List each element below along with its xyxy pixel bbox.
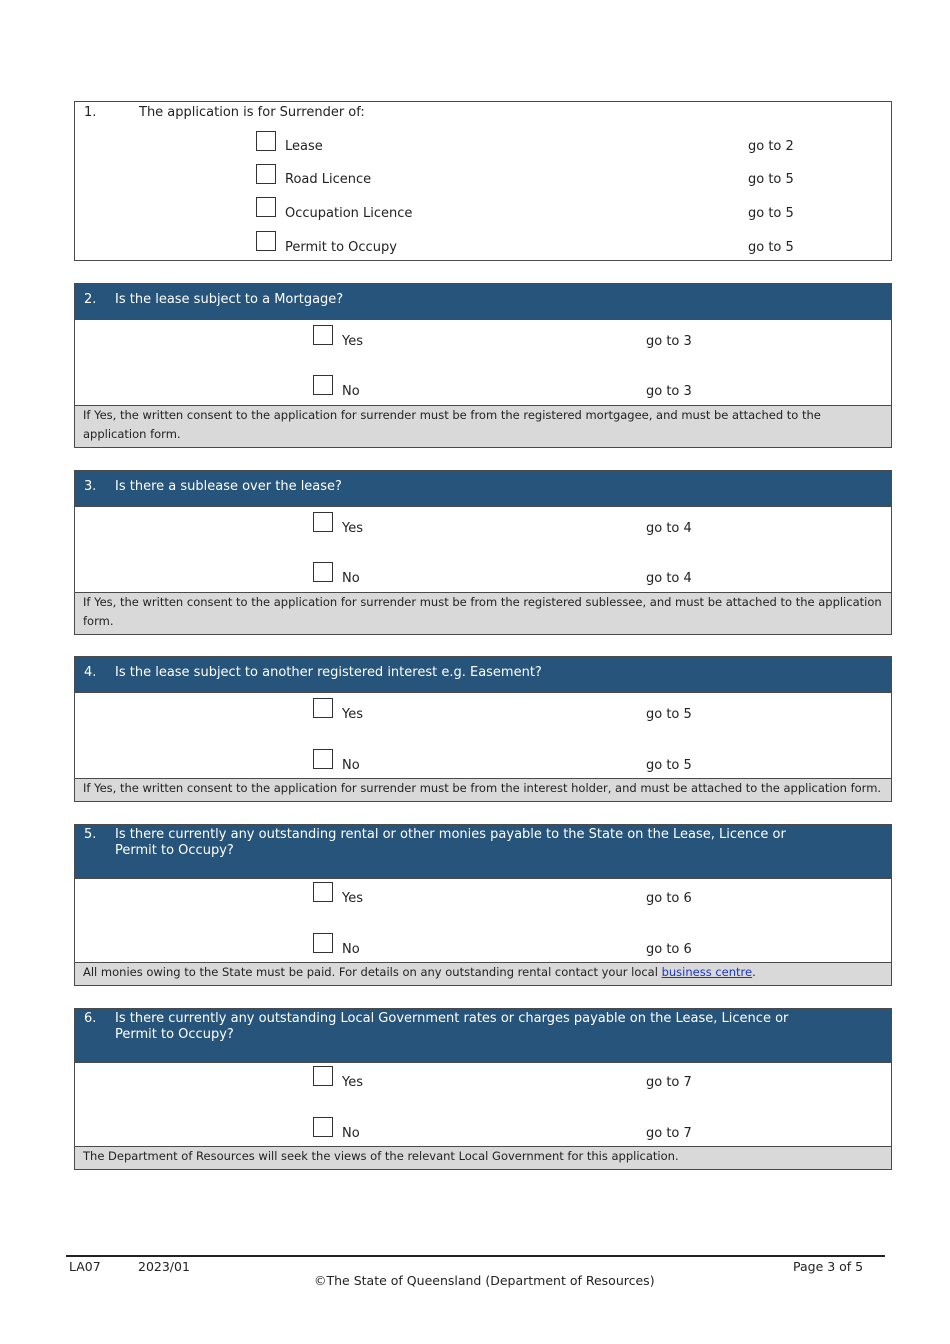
occupation-licence-goto: go to 5 xyxy=(748,206,794,221)
question-number: 4. xyxy=(84,665,97,680)
note: If Yes, the written consent to the application for surrender must be from the interest holder, and must be attached to the application form. xyxy=(75,778,891,801)
no-goto: go to 5 xyxy=(646,758,692,773)
lease-goto: go to 2 xyxy=(748,139,794,154)
question-text: The application is for Surrender of: xyxy=(139,105,365,120)
no-label: No xyxy=(342,571,360,586)
yes-label: Yes xyxy=(342,1075,363,1090)
question-text: Is there a sublease over the lease? xyxy=(115,479,342,494)
road-licence-checkbox[interactable] xyxy=(256,164,276,184)
no-label: No xyxy=(342,758,360,773)
question-text: Is the lease subject to a Mortgage? xyxy=(115,292,344,307)
section-5 xyxy=(74,824,892,986)
no-goto: go to 6 xyxy=(646,942,692,957)
footer-divider xyxy=(66,1255,885,1257)
note xyxy=(75,962,891,985)
page-number: Page 3 of 5 xyxy=(793,1259,864,1274)
business-centre-link[interactable]: business centre xyxy=(661,965,753,979)
section-4 xyxy=(74,656,892,802)
question-header xyxy=(75,284,891,320)
note: If Yes, the written consent to the application for surrender must be from the registered sublessee, and must be attached to the application form. xyxy=(75,592,891,634)
question-header xyxy=(75,657,891,693)
yes-label: Yes xyxy=(342,334,363,349)
question-text: Is there currently any outstanding rental or other monies payable to the State on the Lease, Licence or Permit to Occupy? xyxy=(115,827,786,858)
occupation-licence-checkbox[interactable] xyxy=(256,197,276,217)
permit-to-occupy-goto: go to 5 xyxy=(748,240,794,255)
no-goto: go to 3 xyxy=(646,384,692,399)
no-goto: go to 4 xyxy=(646,571,692,586)
yes-checkbox[interactable] xyxy=(313,325,333,345)
note: If Yes, the written consent to the application for surrender must be from the registered mortgagee, and must be attached to the application form. xyxy=(75,405,891,447)
yes-checkbox[interactable] xyxy=(313,1066,333,1086)
question-number: 1. xyxy=(84,105,97,120)
yes-checkbox[interactable] xyxy=(313,698,333,718)
yes-label: Yes xyxy=(342,891,363,906)
yes-goto: go to 6 xyxy=(646,891,692,906)
section-6 xyxy=(74,1008,892,1170)
yes-checkbox[interactable] xyxy=(313,882,333,902)
yes-label: Yes xyxy=(342,521,363,536)
form-code: LA07 xyxy=(69,1259,101,1274)
section-2 xyxy=(74,283,892,448)
permit-to-occupy-checkbox[interactable] xyxy=(256,231,276,251)
no-goto: go to 7 xyxy=(646,1126,692,1141)
no-checkbox[interactable] xyxy=(313,749,333,769)
no-checkbox[interactable] xyxy=(313,375,333,395)
lease-checkbox[interactable] xyxy=(256,131,276,151)
no-checkbox[interactable] xyxy=(313,1117,333,1137)
question-header xyxy=(75,471,891,507)
road-licence-goto: go to 5 xyxy=(748,172,794,187)
section-3 xyxy=(74,470,892,635)
question-header xyxy=(75,825,891,879)
question-text: Is there currently any outstanding Local Government rates or charges payable on the Lease, Licence or Permit to Occupy? xyxy=(115,1011,789,1042)
occupation-licence-label: Occupation Licence xyxy=(285,206,413,221)
yes-goto: go to 3 xyxy=(646,334,692,349)
question-number: 3. xyxy=(84,479,97,494)
yes-checkbox[interactable] xyxy=(313,512,333,532)
no-label: No xyxy=(342,384,360,399)
yes-label: Yes xyxy=(342,707,363,722)
yes-goto: go to 5 xyxy=(646,707,692,722)
note-text: All monies owing to the State must be paid. For details on any outstanding rental contact your local xyxy=(83,965,662,979)
question-header xyxy=(75,1009,891,1063)
no-checkbox[interactable] xyxy=(313,933,333,953)
no-label: No xyxy=(342,942,360,957)
question-text: Is the lease subject to another registered interest e.g. Easement? xyxy=(115,665,542,680)
question-number: 2. xyxy=(84,292,97,307)
note-end: . xyxy=(752,965,756,979)
yes-goto: go to 4 xyxy=(646,521,692,536)
section-1 xyxy=(74,101,892,261)
road-licence-label: Road Licence xyxy=(285,172,372,187)
no-checkbox[interactable] xyxy=(313,562,333,582)
yes-goto: go to 7 xyxy=(646,1075,692,1090)
form-version: 2023/01 xyxy=(138,1259,190,1274)
question-number: 5. xyxy=(84,827,97,842)
copyright: ©The State of Queensland (Department of Resources) xyxy=(314,1273,655,1288)
permit-to-occupy-label: Permit to Occupy xyxy=(285,240,397,255)
lease-label: Lease xyxy=(285,139,323,154)
question-number: 6. xyxy=(84,1011,97,1026)
note: The Department of Resources will seek the views of the relevant Local Government for this application. xyxy=(75,1146,891,1169)
no-label: No xyxy=(342,1126,360,1141)
